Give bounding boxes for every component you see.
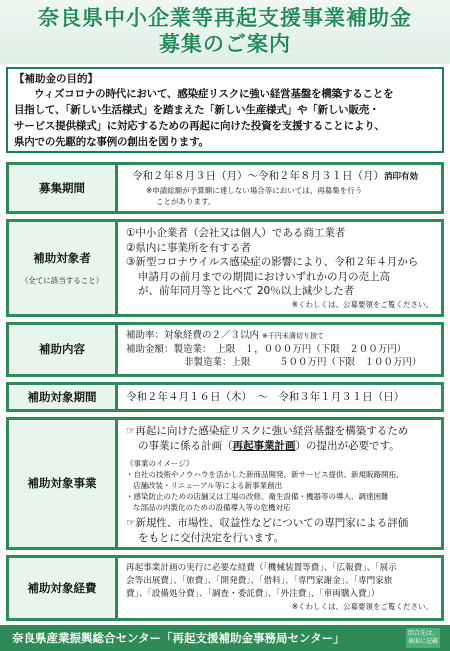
project-point-pre: の事業に係る計画（ (138, 439, 233, 452)
purpose-title: 【補助金の目的】 (14, 73, 98, 85)
purpose-body (14, 86, 436, 150)
footer-bar (0, 625, 450, 651)
content-rate-row (126, 329, 433, 343)
eligible-item: ①中小企業者（会社又は個人）である商工業者 (126, 227, 346, 239)
content-amount-label: 補助金額： (126, 344, 174, 355)
section-project (6, 417, 444, 550)
project-point (126, 439, 433, 454)
period-note: ことがあります。 (156, 196, 216, 206)
project-plan-name: 再起事業計画 (232, 439, 296, 452)
section-content (118, 165, 441, 211)
eligible-label: 補助対象者 (33, 250, 91, 265)
expenses-line: 費」、「設備処分費」、「調査・委託費」、「外注費」、「車両購入費」） (126, 589, 380, 599)
term-label: 補助対象期間 (27, 389, 97, 404)
content-manufacturing: 製造業： 上限 １，０００万円（下限 ２００万円） (173, 344, 407, 355)
section-term (6, 382, 444, 412)
purpose-line: 目指して、「新しい生活様式」を踏まえた「新しい生産様式」や「新しい販売・ (14, 104, 380, 116)
project-image-item: 店舗改装・リニューアル等による新事業創出 (133, 481, 283, 490)
section-period (6, 162, 444, 214)
period-note: ※申請総額が予算額に達しない場合等においては、再募集を行う (146, 185, 363, 195)
period-label: 募集期間 (39, 180, 85, 195)
purpose-line: ウィズコロナの時代において、感染症リスクに強い経営基盤を構築することを (34, 88, 394, 100)
footer-contact-note (406, 628, 440, 648)
eligible-item: 申請月の前月までの期間におけいずれかの月の売上高 (138, 270, 390, 283)
section-content (118, 420, 441, 547)
content-rate-note: ※千円未満切り捨て (262, 332, 324, 340)
section-content (118, 222, 441, 314)
purpose-line: サービス提供様式」に対応するための再起に向けた投資を支援することにより、 (14, 120, 385, 132)
period-dates: 令和２年８月３日（月）〜令和２年８月３１日（月） (132, 170, 384, 182)
content-nonmanufacturing: 非製造業：上限 ５００万円（下限 １００万円） (184, 357, 422, 368)
period-postmark: 消印有効 (384, 172, 419, 182)
page-header (0, 0, 450, 64)
section-expenses (6, 555, 444, 621)
purpose-line: 県内での先駆的な事例の創出を図ります。 (14, 136, 209, 148)
content-rate: 補助率：対象経費の２／３以内 (126, 330, 260, 341)
content-amount-row (126, 343, 433, 356)
project-image-item: ・自社の技術やノウハウを活かした新商品開発、新サービス提供、新規販路開拓、 (126, 470, 404, 479)
expenses-line: 会等出展費」、「旅費」、「開発費」、「借料」、「専門家謝金」、「専門家旅 (126, 576, 393, 586)
footer-text: 奈良県産業振興総合センター「再起支援補助金事務局センター」 (12, 631, 345, 645)
expenses-note: ※くわしくは、公募要領をご覧ください。 (291, 602, 433, 611)
project-point: をもとに交付決定を行います。 (138, 531, 285, 544)
footer-note-line: 裏面に記載 (407, 638, 438, 645)
section-content-details (6, 322, 444, 377)
section-label (9, 385, 115, 409)
eligible-item: が、前年同月等と比べて 20％以上減少した者 (138, 285, 355, 297)
section-label (9, 558, 115, 618)
project-point: ☞再起に向けた感染症リスクに強い経営基盤を構築するため (126, 425, 409, 437)
content-label: 補助内容 (39, 342, 85, 356)
expenses-label: 補助対象経費 (27, 580, 97, 595)
project-image-item: な部品の内製化のための設備導入等の危機対応 (133, 503, 291, 512)
expenses-line: 再起事業計画の実行に必要な経費（「機械装置等費」、「広報費」、「展示 (126, 563, 397, 573)
section-label (9, 420, 115, 547)
project-label: 補助対象事業 (27, 476, 97, 490)
period-dates-row (126, 169, 433, 185)
section-eligible (6, 219, 444, 317)
eligible-item: ③新型コロナウイルス感染症の影響により、令和２年４月から (126, 256, 419, 268)
project-image-item: ・感染防止のための店舗又は工場の改修、衛生設備・機器等の導入、調達困難 (126, 492, 389, 501)
project-image-title: 《事業のイメージ》 (126, 459, 194, 468)
section-label (9, 165, 115, 211)
section-content (118, 385, 441, 409)
project-point: ☞新規性、市場性、収益性などについての専門家による評価 (126, 517, 409, 529)
section-label (9, 222, 115, 314)
eligible-note: ※くわしくは、公募要領をご覧ください。 (291, 299, 433, 309)
section-content (118, 325, 441, 374)
eligible-item: ②県内に事業所を有する者 (126, 241, 251, 254)
project-point-post: ）の提出が必要です。 (295, 439, 400, 452)
eligible-sublabel: （全てに該当すること） (20, 275, 104, 285)
term-dates: 令和２年４月１６日（木） 〜 令和３年１月３１日（日） (126, 390, 405, 403)
section-content (118, 558, 441, 618)
page-title: 奈良県中小企業等再起支援事業補助金 (38, 6, 412, 30)
page-subtitle: 募集のご案内 (159, 32, 291, 56)
section-label (9, 325, 115, 374)
purpose-box (6, 67, 444, 153)
footer-note-line: 問合先は、 (407, 630, 438, 637)
